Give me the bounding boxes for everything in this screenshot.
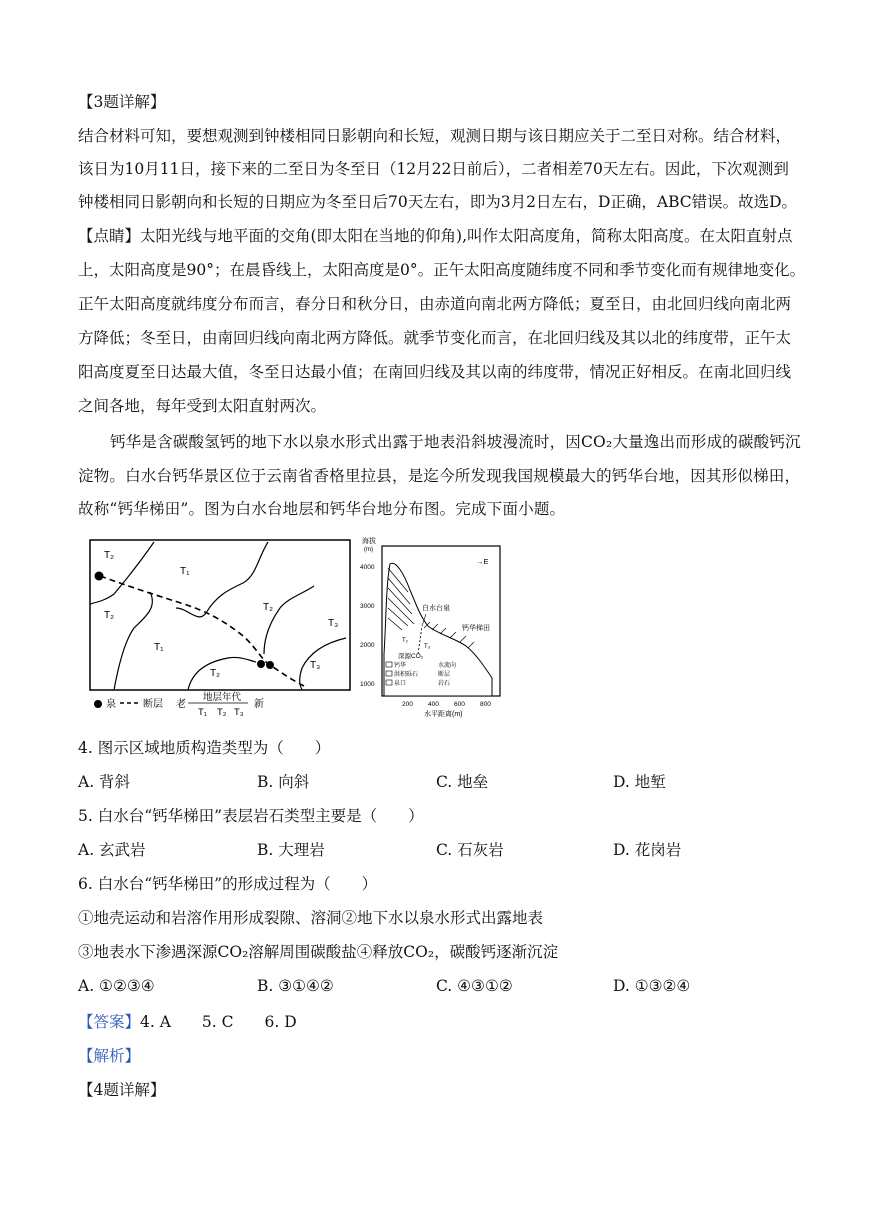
dianjing-line-6: 之间各地，每年受到太阳直射两次。	[78, 397, 327, 415]
dianjing-line-5: 阳高度夏至日达最大值，冬至日达最小值；在南回归线及其以南的纬度带，情况正好相反。在南北回归线	[78, 363, 792, 381]
y-tick: 2000	[360, 642, 375, 649]
dianjing-line-4: 方降低；冬至日，由南回归线向南北两方降低。就季节变化而言，在北回归线及其以北的纬度带，正午太	[78, 329, 792, 347]
material-line-2: 淀物。白水台钙华景区位于云南省香格里拉县，是迄今所发现我国规模最大的钙华台地，因其形似梯田，	[78, 467, 801, 485]
map-label: T₂	[263, 602, 273, 613]
legend-age: T₁	[198, 707, 208, 718]
q6-option-d[interactable]: D. ①③②④	[613, 977, 691, 995]
spring-symbol	[257, 660, 265, 668]
profile-legend-item: 泉口	[394, 681, 407, 687]
dianjing-line-1: 【点睛】太阳光线与地平面的交角(即太阳在当地的仰角),叫作太阳高度角，简称太阳高度。在太阳直射点	[78, 227, 793, 245]
q4-option-b[interactable]: B. 向斜	[257, 773, 310, 791]
profile-legend-item: 钙华	[394, 663, 407, 669]
y-tick: 4000	[360, 564, 375, 571]
q4-stem: 4. 图示区域地质构造类型为（ ）	[78, 739, 331, 757]
q3-line-1: 结合材料可知，要想观测到钟楼相同日影朝向和长短，观测日期与该日期应关于二至日对称。结合材料，	[78, 127, 792, 145]
terrace-label: 钙华梯田	[462, 625, 490, 632]
spring-symbol	[95, 572, 104, 581]
material-line-1: 钙华是含碳酸氢钙的地下水以泉水形式出露于地表沿斜坡漫流时，因CO₂大量逸出而形成的碳酸钙沉	[110, 433, 801, 451]
map-label: T₁	[180, 566, 190, 577]
q6-stem: 6. 白水台“钙华梯田”的形成过程为（ ）	[78, 875, 378, 893]
map-label: T₂	[210, 668, 220, 679]
y-axis-title: 海拔	[362, 538, 376, 545]
boundary-line	[188, 657, 256, 690]
q6-option-c[interactable]: C. ④③①②	[436, 977, 513, 995]
legend-fault-label: 断层	[143, 699, 163, 710]
map-label: T₃	[310, 660, 321, 671]
map-label: T₂	[104, 550, 114, 561]
profile-legend-item: 洪积砾石	[394, 672, 419, 678]
legend-spring-label: 泉	[106, 699, 116, 710]
map-label: T₂	[104, 610, 114, 621]
boundary-line	[300, 638, 346, 690]
q5-option-b[interactable]: B. 大理岩	[257, 841, 325, 859]
geologic-map-figure	[88, 538, 356, 724]
y-axis-unit: (m)	[364, 547, 373, 553]
q5-option-d[interactable]: D. 花岗岩	[613, 841, 682, 859]
q4-option-a[interactable]: A. 背斜	[78, 773, 131, 791]
legend-age: T₂	[217, 707, 227, 718]
profile-t-label: T₂	[402, 638, 408, 644]
profile-legend-item: 断层	[438, 672, 451, 678]
profile-t-label: T₃	[424, 644, 431, 650]
profile-legend-item: 岩石	[438, 681, 451, 687]
answer-text: 4. A 5. C 6. D	[140, 1013, 297, 1031]
jiexi-label: 【解析】	[78, 1047, 141, 1065]
boundary-line	[264, 586, 314, 654]
x-tick: 200	[402, 701, 413, 708]
q3-header: 【3题详解】	[78, 93, 166, 111]
q5-option-a[interactable]: A. 玄武岩	[78, 841, 146, 859]
legend-new-label: 新	[254, 699, 264, 710]
dianjing-line-3: 正午太阳高度就纬度分布而言，春分日和秋分日，由赤道向南北两方降低；夏至日，由北回归线向南北两	[78, 295, 792, 313]
x-tick: 400	[428, 701, 439, 708]
x-tick: 800	[480, 701, 491, 708]
dianjing-line-2: 上，太阳高度是90°；在晨昏线上，太阳高度是0°。正午太阳高度随纬度不同和季节变化而有规律地变化。	[78, 261, 806, 279]
legend-spring-symbol	[94, 700, 102, 708]
map-label: T₃	[328, 618, 339, 629]
east-arrow-label: →E	[476, 557, 489, 566]
q5-stem: 5. 白水台“钙华梯田”表层岩石类型主要是（ ）	[78, 807, 424, 825]
x-axis-title: 水平距离(m)	[424, 711, 463, 718]
q6-statement-2: ③地表水下渗遇深源CO₂溶解周围碳酸盐④释放CO₂，碳酸钙逐渐沉淀	[78, 943, 559, 961]
boundary-line	[114, 592, 152, 690]
answer-label: 【答案】	[78, 1013, 141, 1031]
map-label: T₁	[154, 642, 164, 653]
y-tick: 3000	[360, 603, 375, 610]
q6-option-a[interactable]: A. ①②③④	[78, 977, 155, 995]
profile-legend-item: 水流向	[438, 663, 457, 669]
spring-symbol	[266, 661, 274, 669]
q6-statement-1: ①地壳运动和岩溶作用形成裂隙、溶洞②地下水以泉水形式出露地表	[78, 909, 544, 927]
legend-old-label: 老	[176, 699, 186, 710]
fault-line	[100, 576, 304, 686]
q6-option-b[interactable]: B. ③①④②	[257, 977, 334, 995]
profile-diagram	[358, 534, 508, 724]
q4-detail-header: 【4题详解】	[78, 1081, 166, 1099]
q4-option-c[interactable]: C. 地垒	[436, 773, 489, 791]
q3-line-2: 该日为10月11日，接下来的二至日为冬至日（12月22日前后），二者相差70天左右。因此，下次观测到	[78, 160, 789, 178]
material-line-3: 故称“钙华梯田”。图为白水台地层和钙华台地分布图。完成下面小题。	[78, 500, 566, 518]
geologic-map	[88, 538, 356, 720]
q3-line-3: 钟楼相同日影朝向和长短的日期应为冬至日后70天左右，即为3月2日左右，D正确，ABC错误。故选D。	[78, 193, 798, 211]
y-tick: 1000	[360, 681, 375, 688]
x-tick: 600	[454, 701, 465, 708]
legend-age-title: 地层年代	[203, 692, 242, 703]
q4-option-d[interactable]: D. 地堑	[613, 773, 666, 791]
spring-label: 白水台泉	[422, 605, 450, 612]
profile-figure	[358, 534, 508, 728]
co2-label: 深源CO₂	[398, 653, 424, 660]
answer-row	[78, 1012, 297, 1032]
q5-option-c[interactable]: C. 石灰岩	[436, 841, 504, 859]
legend-age: T₃	[234, 707, 244, 718]
